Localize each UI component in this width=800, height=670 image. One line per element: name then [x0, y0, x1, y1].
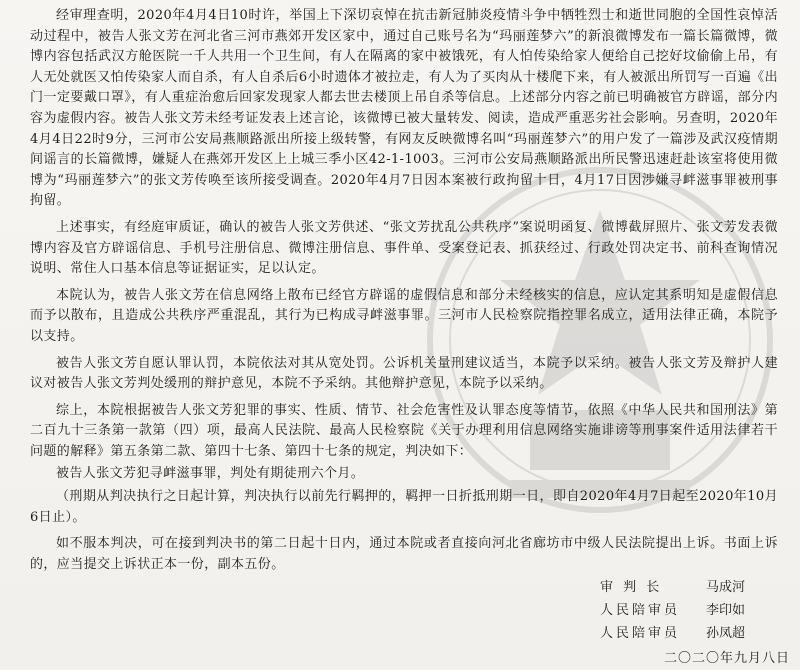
- paragraph-appeal: 如不服本判决，可在接到判决书的第二日起十日内，通过本院或者直接向河北省廊坊市中级人民法院提出上诉。书面上诉的，应当提交上诉状正本一份，副本五份。: [30, 536, 778, 572]
- signature-row: [600, 622, 790, 645]
- paragraph-facts: 经审理查明，2020年4月4日10时许，举国上下深切哀悼在抗击新冠肺炎疫情斗争中牺牲烈士和逝世同胞的全国性哀悼活动过程中，被告人张文芳在河北省三河市燕郊开发区家中，通过自己账号名为“玛丽莲梦六”的新浪微博发布一篇长篇微博，微博内容包括武汉方舱医院一千人共用一个卫生间，有人在隔离的家中被饿死，有人怕传染给家人便给自己挖好坟偷偷上吊，有人无处就医又怕传染家人而自杀，有人自杀后6小时遗体才被拉走，有人为了买肉从十楼爬下来，有人被派出所罚写一百遍《出门一定要戴口罩》，有人重症治愈后回家发现家人都去世去楼顶上吊自杀等信息。上述部分内容之前已明确被官方辟谣，部分内容为虚假内容。被告人张文芳未经考证发表上述言论，该微博已被大量转发、阅读，造成严重恶劣社会影响。另查明，2020年4月4日22时9分，三河市公安局燕顺路派出所接上级转警，有网友反映微博名叫“玛丽莲梦六”的用户发了一篇涉及武汉疫情期间谣言的长篇微博，嫌疑人在燕郊开发区上上城三季小区42-1-1003。三河市公安局燕顺路派出所民警迅速赶赴该室将使用微博为“玛丽莲梦六”的张文芳传唤至该所接受调查。2020年4月7日因本案被行政拘留十日，4月17日因涉嫌寻衅滋事罪被刑事拘留。: [30, 8, 778, 209]
- paragraph-evidence: 上述事实，有经庭审质证，确认的被告人张文芳供述、“张文芳扰乱公共秩序”案说明函复、微博截屏照片、张文芳发表微博内容及官方辟谣信息、手机号注册信息、微博注册信息、事件单、受案登记表、抓获经过、行政处罚决定书、前科查询情况说明、常住人口基本信息等证据证实，足以认定。: [30, 219, 778, 277]
- paragraph-court-opinion: 本院认为，被告人张文芳在信息网络上散布已经官方辟谣的虚假信息和部分未经核实的信息，应认定其系明知是虚假信息而予以散布，且造成公共秩序严重混乱，其行为已构成寻衅滋事罪。三河市人民检察院指控罪名成立，适用法律正确，本院予以支持。: [30, 287, 778, 344]
- paragraph-plea: 被告人张文芳自愿认罪认罚，本院依法对其从宽处罚。公诉机关量刑建议适当，本院予以采纳。被告人张文芳及辩护人建议对被告人张文芳判处缓刑的辩护意见，本院不予采纳。其他辩护意见，本院予以采纳。: [30, 355, 778, 392]
- juror-label: 人民陪审员: [600, 603, 681, 618]
- juror-label: 人民陪审员: [600, 626, 681, 641]
- paragraph-verdict: 被告人张文芳犯寻衅滋事罪，判处有期徒刑六个月。: [56, 466, 365, 482]
- signature-row: [600, 599, 790, 622]
- judgment-date: 二〇二〇年九月八日: [663, 651, 790, 666]
- signature-row: [600, 576, 790, 599]
- juror-name: 李印如: [706, 603, 746, 618]
- paragraph-sentence-term: （刑期从判决执行之日起计算，判决执行以前先行羁押的，羁押一日折抵刑期一日，即自2020年4月7日起至2020年10月6日止）。: [30, 489, 778, 525]
- signature-block: [600, 576, 790, 670]
- paragraph-legal-basis: 综上，本院根据被告人张文芳犯罪的事实、性质、情节、社会危害性及认罪态度等情节，依照《中华人民共和国刑法》第二百九十三条第一款第（四）项，最高人民法院、最高人民检察院《关于办理利用信息网络实施诽谤等刑事案件适用法律若干问题的解释》第五条第二款、第四十七条、第四十七条的规定，判决如下：: [30, 402, 778, 459]
- presiding-judge-name: 马成河: [706, 580, 746, 595]
- judgment-body: [30, 6, 778, 581]
- presiding-judge-label: 审 判 长: [600, 580, 663, 595]
- juror-name: 孙凤超: [706, 626, 746, 641]
